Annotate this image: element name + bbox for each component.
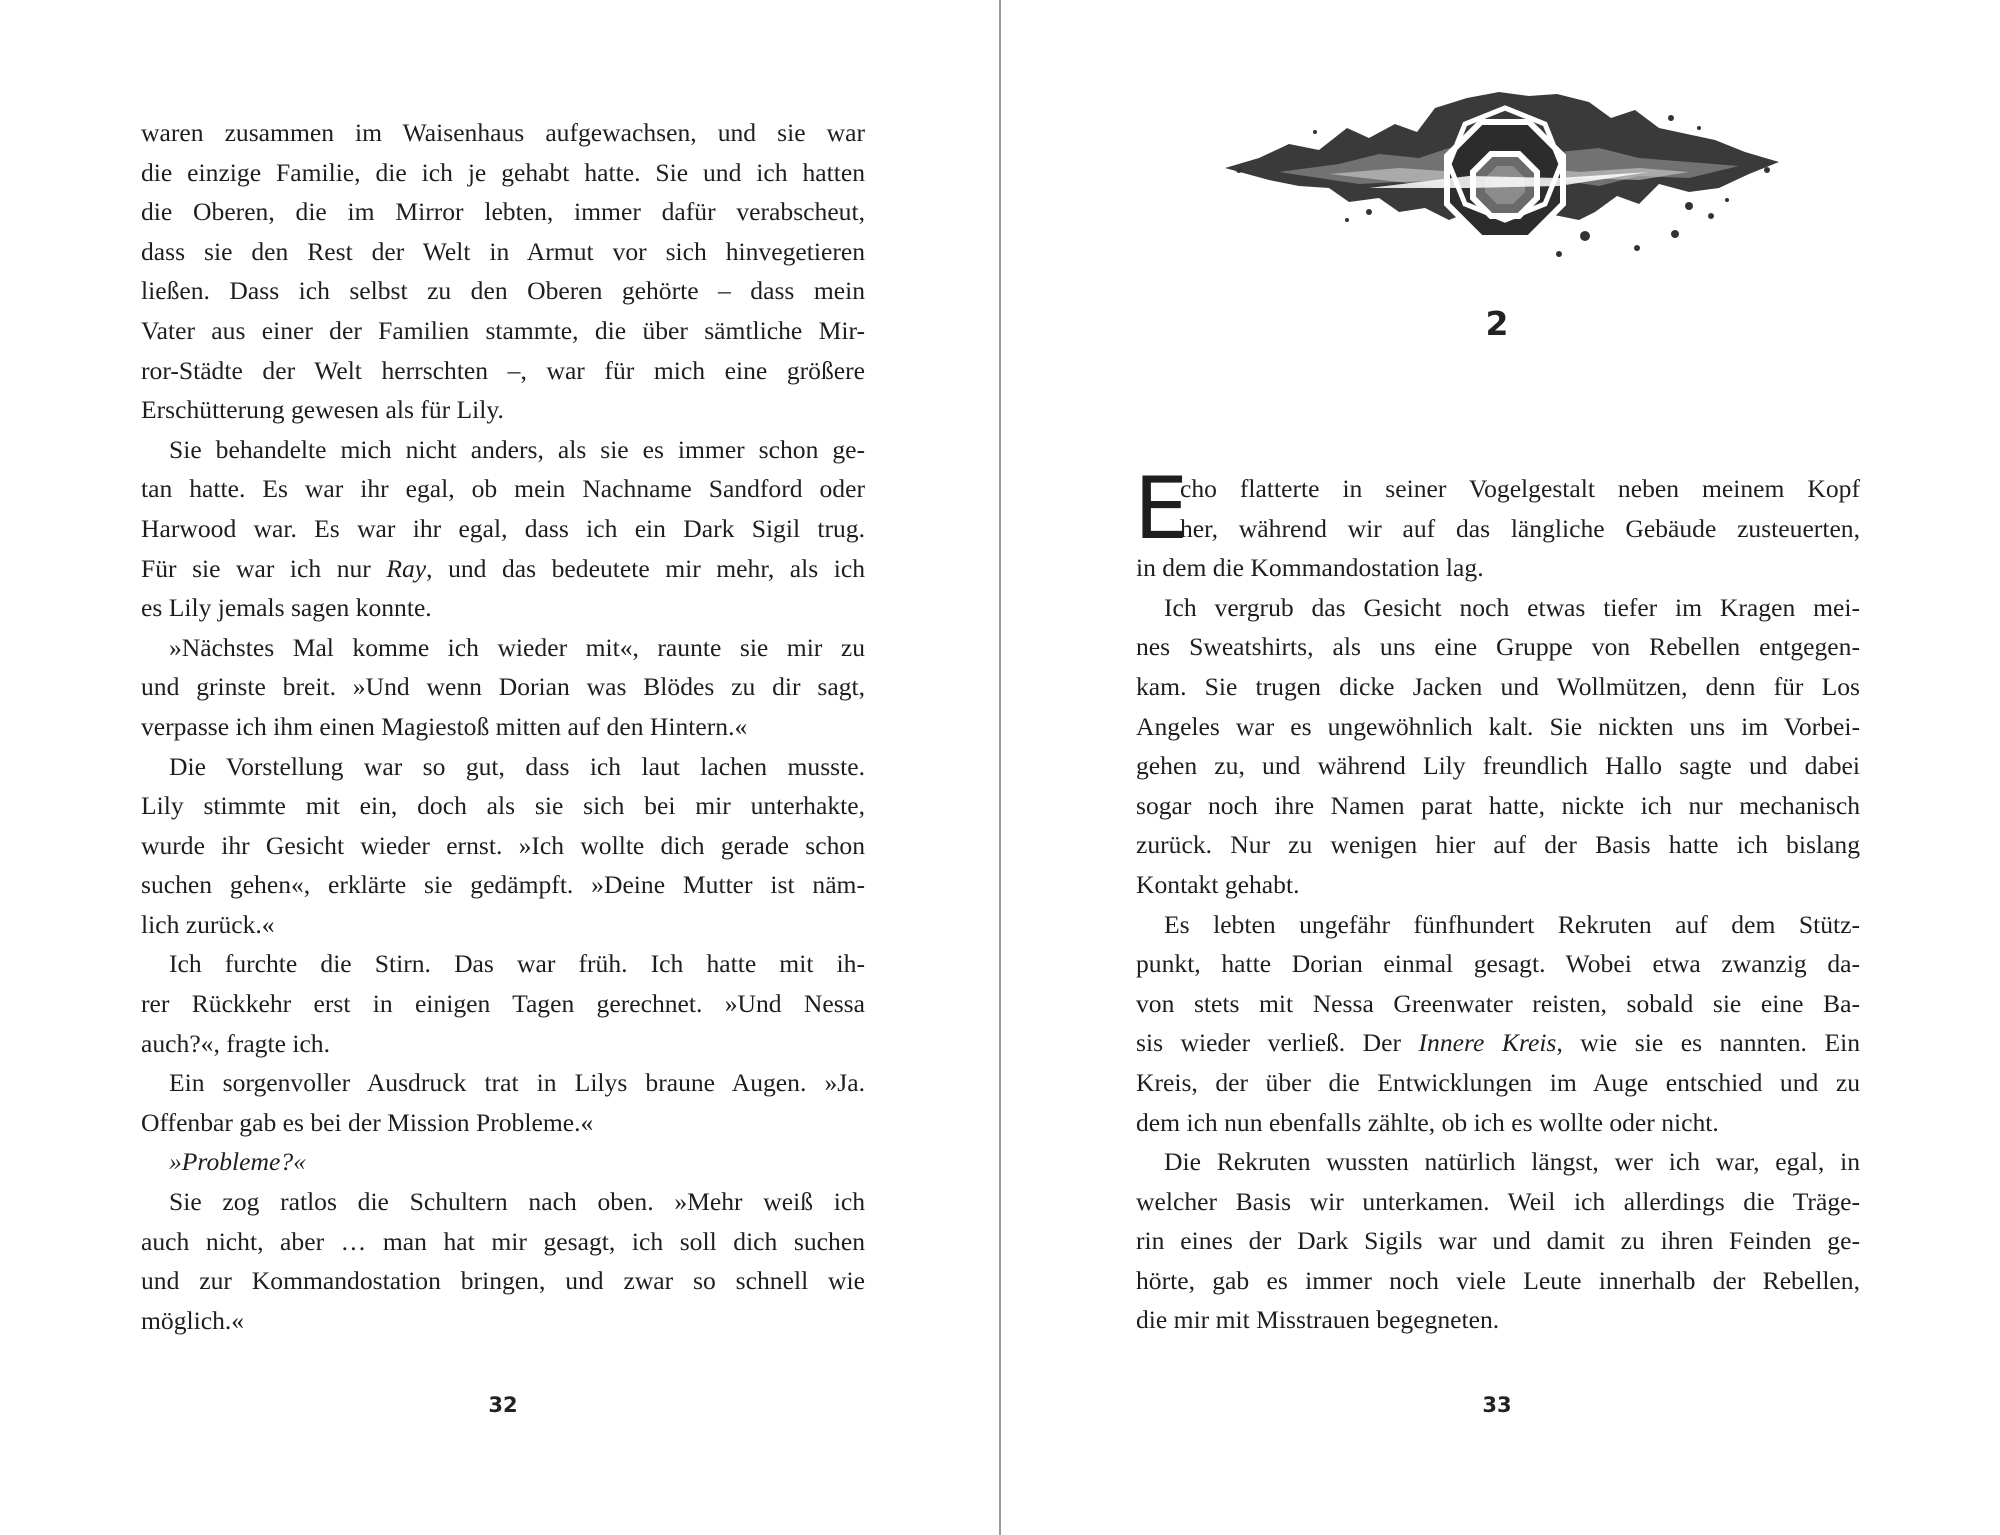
- left-page-text: [141, 113, 865, 1340]
- text-line: Offenbar gab es bei der Mission Probleme.«: [141, 1107, 594, 1137]
- text-line: tan hatte. Es war ihr egal, ob mein Nachname Sandford oder: [141, 474, 865, 504]
- text-line: dass sie den Rest der Welt in Armut vor sich hinvegetieren: [141, 236, 865, 266]
- text-line: und grinste breit. »Und wenn Dorian was Blödes zu dir sagt,: [141, 672, 865, 702]
- text-line: Es lebten ungefähr fünfhundert Rekruten auf dem Stütz-: [1164, 909, 1860, 939]
- text-line: Erschütterung gewesen als für Lily.: [141, 395, 504, 425]
- left-page-number: 32: [488, 1393, 518, 1417]
- text-line: möglich.«: [141, 1305, 245, 1335]
- chapter-emblem: [1219, 88, 1791, 284]
- text-line: auch nicht, aber … man hat mir gesagt, ich soll dich suchen: [141, 1226, 865, 1256]
- text-line: Ein sorgenvoller Ausdruck trat in Lilys braune Augen. »Ja.: [169, 1068, 865, 1098]
- text-line: Ich vergrub das Gesicht noch etwas tiefer im Kragen mei-: [1164, 592, 1860, 622]
- text-line: waren zusammen im Waisenhaus aufgewachsen, und sie war: [141, 118, 865, 147]
- text-line: Die Vorstellung war so gut, dass ich laut lachen musste.: [169, 751, 865, 781]
- text-line: zurück. Nur zu wenigen hier auf der Basis hatte ich bislang: [1136, 830, 1860, 860]
- text-line: wurde ihr Gesicht wieder ernst. »Ich wollte dich gerade schon: [141, 830, 865, 860]
- text-line: von stets mit Nessa Greenwater reisten, sobald sie eine Ba-: [1136, 988, 1860, 1018]
- emphasis: »Probleme?«: [169, 1147, 306, 1177]
- text-line: Vater aus einer der Familien stammte, die über sämtliche Mir-: [141, 315, 865, 345]
- text-line: Kontakt gehabt.: [1136, 869, 1300, 899]
- text-line: [141, 549, 865, 589]
- text-line: sogar noch ihre Namen parat hatte, nickte ich nur mechanisch: [1136, 790, 1860, 820]
- text-line: in dem die Kommandostation lag.: [1136, 553, 1484, 583]
- text-line: [141, 1142, 865, 1182]
- text-line: es Lily jemals sagen konnte.: [141, 593, 432, 623]
- text-line: punkt, hatte Dorian einmal gesagt. Wobei etwa zwanzig da-: [1136, 949, 1860, 979]
- text-line: Ich furchte die Stirn. Das war früh. Ich hatte mit ih-: [169, 949, 865, 979]
- text-line: nes Sweatshirts, als uns eine Gruppe von Rebellen entgegen-: [1136, 632, 1860, 662]
- text-line: cho flatterte in seiner Vogelgestalt neben meinem Kopf: [1180, 474, 1860, 503]
- text-line: [1136, 1023, 1860, 1063]
- chapter-number: 2: [1485, 304, 1509, 343]
- text-segment: sis wieder verließ. Der: [1136, 1028, 1419, 1058]
- text-line: welcher Basis wir unterkamen. Weil ich allerdings die Träge-: [1136, 1186, 1860, 1216]
- text-line: »Nächstes Mal komme ich wieder mit«, raunte sie mir zu: [169, 632, 865, 662]
- text-line: die Oberen, die im Mirror lebten, immer dafür verabscheut,: [141, 197, 865, 227]
- text-line: rin eines der Dark Sigils war und damit zu ihren Feinden ge-: [1136, 1226, 1860, 1256]
- text-segment: , und das bedeutete mir mehr, als ich: [426, 553, 865, 583]
- right-page-number: 33: [1482, 1393, 1512, 1417]
- right-page: [1000, 0, 2000, 1535]
- text-line: hörte, gab es immer noch viele Leute innerhalb der Rebellen,: [1136, 1265, 1860, 1295]
- text-line: ror-Städte der Welt herrschten –, war für mich eine größere: [141, 355, 865, 385]
- text-line: suchen gehen«, erklärte sie gedämpft. »Deine Mutter ist näm-: [141, 870, 865, 900]
- text-line: verpasse ich ihm einen Magiestoß mitten auf den Hintern.«: [141, 711, 748, 741]
- text-line: die einzige Familie, die ich je gehabt hatte. Sie und ich hatten: [141, 157, 865, 187]
- text-segment: wie sie es nannten. Ein: [1562, 1028, 1860, 1058]
- text-line: gehen zu, und während Lily freundlich Hallo sagte und dabei: [1136, 751, 1860, 781]
- right-page-text: [1134, 459, 1860, 1340]
- text-line: und zur Kommandostation bringen, und zwar so schnell wie: [141, 1266, 865, 1296]
- text-line: die mir mit Misstrauen begegneten.: [1136, 1305, 1500, 1335]
- text-line: auch?«, fragte ich.: [141, 1028, 331, 1058]
- emphasis: Innere Kreis,: [1418, 1028, 1563, 1058]
- text-line: Harwood war. Es war ihr egal, dass ich ein Dark Sigil trug.: [141, 513, 865, 543]
- text-line: Die Rekruten wussten natürlich längst, wer ich war, egal, in: [1164, 1147, 1860, 1177]
- text-line: her, während wir auf das längliche Gebäude zusteuerten,: [1180, 513, 1860, 543]
- text-line: rer Rückkehr erst in einigen Tagen gerechnet. »Und Nessa: [141, 989, 865, 1019]
- text-line: Sie zog ratlos die Schultern nach oben. »Mehr weiß ich: [169, 1187, 865, 1217]
- text-line: Lily stimmte mit ein, doch als sie sich bei mir unterhakte,: [141, 791, 865, 821]
- text-line: Kreis, der über die Entwicklungen im Auge entschied und zu: [1136, 1067, 1860, 1097]
- text-line: kam. Sie trugen dicke Jacken und Wollmützen, denn für Los: [1136, 671, 1860, 701]
- text-line: ließen. Dass ich selbst zu den Oberen gehörte – dass mein: [141, 276, 865, 306]
- text-line: lich zurück.«: [141, 909, 275, 939]
- emphasis: Ray: [386, 553, 427, 583]
- text-segment: Für sie war ich nur: [141, 553, 387, 583]
- text-line: Angeles war es ungewöhnlich kalt. Sie nickten uns im Vorbei-: [1136, 711, 1860, 741]
- drop-cap: E: [1134, 459, 1189, 559]
- text-line: Sie behandelte mich nicht anders, als sie es immer schon ge-: [169, 434, 865, 464]
- text-line: dem ich nun ebenfalls zählte, ob ich es wollte oder nicht.: [1136, 1107, 1719, 1137]
